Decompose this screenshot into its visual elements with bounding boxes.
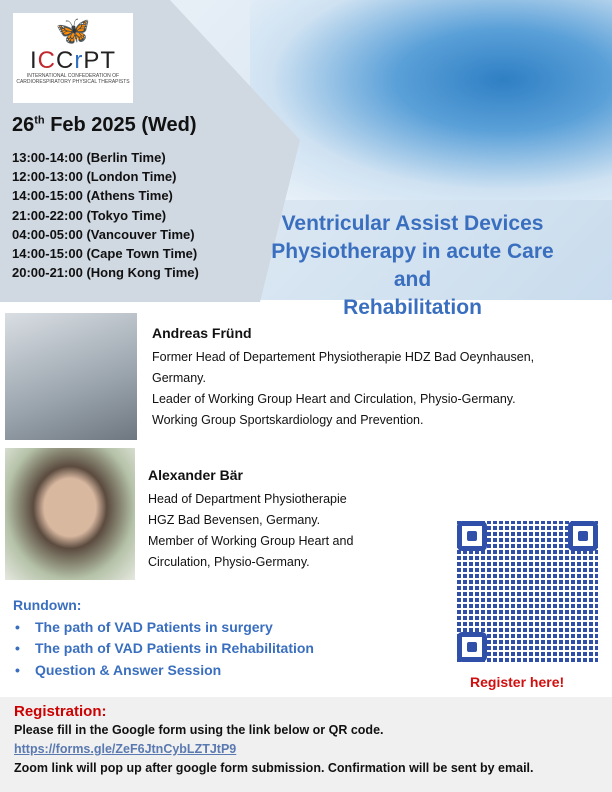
desc-line: HGZ Bad Bevensen, Germany. <box>148 513 321 527</box>
rundown-item: • Question & Answer Session <box>13 660 314 682</box>
desc-line: Germany. <box>152 371 206 385</box>
desc-line: Working Group Sportskardiology and Prevention. <box>152 413 424 427</box>
time-item: 20:00-21:00 (Hong Kong Time) <box>12 265 199 281</box>
desc-line: Head of Department Physiotherapie <box>148 492 347 506</box>
rundown-item: • The path of VAD Patients in surgery <box>13 617 314 639</box>
registration-heading: Registration: <box>14 703 107 720</box>
time-list <box>12 148 199 282</box>
speaker-description <box>152 347 534 431</box>
desc-line: Member of Working Group Heart and <box>148 534 354 548</box>
speaker-name: Andreas Fründ <box>152 325 252 341</box>
nurse-photo <box>250 0 612 200</box>
registration-instruction: Please fill in the Google form using the link below or QR code. <box>14 723 384 737</box>
iccrpt-logo <box>13 13 133 103</box>
qr-finder <box>568 521 598 551</box>
speaker-description <box>148 489 353 573</box>
desc-line: Former Head of Departement Physiotherapie HDZ Bad Oeynhausen, <box>152 350 535 364</box>
speaker-photo-andreas <box>5 313 137 440</box>
rundown-heading: Rundown: <box>13 597 82 613</box>
speaker-photo-alexander <box>5 448 135 580</box>
register-here-label: Register here! <box>470 674 565 690</box>
logo-subtitle: INTERNATIONAL CONFEDERATION OF CARDIORESPIRATORY PHYSICAL THERAPISTS <box>16 73 130 85</box>
time-item: 21:00-22:00 (Tokyo Time) <box>12 207 167 223</box>
qr-code[interactable] <box>457 521 598 662</box>
logo-text: ICCrPT <box>29 47 117 74</box>
rundown <box>13 595 314 681</box>
registration-link[interactable]: https://forms.gle/ZeF6JtnCybLZTJtP9 <box>14 742 237 756</box>
registration-note: Zoom link will pop up after google form submission. Confirmation will be sent by email. <box>14 761 534 775</box>
title-line: Rehabilitation <box>343 296 482 319</box>
desc-line: Leader of Working Group Heart and Circulation, Physio-Germany. <box>152 392 516 406</box>
event-title <box>250 210 575 322</box>
speaker-name: Alexander Bär <box>148 467 243 483</box>
qr-finder <box>457 521 487 551</box>
time-item: 13:00-14:00 (Berlin Time) <box>12 150 166 165</box>
time-item: 14:00-15:00 (Athens Time) <box>12 188 173 204</box>
event-date: 26th Feb 2025 (Wed) <box>12 114 197 136</box>
butterfly-icon: 🦋 <box>55 15 91 46</box>
title-line: Physiotherapy in acute Care and <box>271 240 554 291</box>
registration-box <box>0 697 612 792</box>
qr-finder <box>457 632 487 662</box>
desc-line: Circulation, Physio-Germany. <box>148 555 310 569</box>
time-item: 12:00-13:00 (London Time) <box>12 169 177 185</box>
title-line: Ventricular Assist Devices <box>281 212 544 235</box>
time-item: 04:00-05:00 (Vancouver Time) <box>12 226 195 242</box>
time-item: 14:00-15:00 (Cape Town Time) <box>12 246 198 262</box>
rundown-item: • The path of VAD Patients in Rehabilitation <box>13 638 314 660</box>
